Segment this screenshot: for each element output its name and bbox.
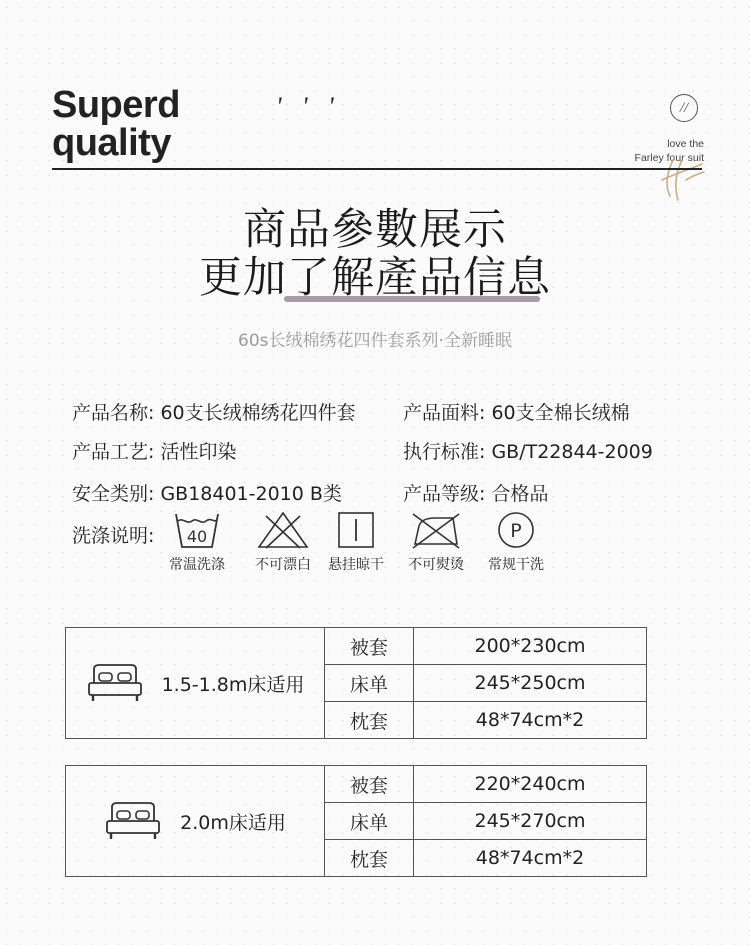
- spec-craft: 产品工艺: 活性印染: [72, 441, 237, 463]
- part-cell: 床单: [325, 665, 414, 702]
- tagline-line-2: Farley four suit: [634, 152, 704, 164]
- decorative-ticks: ' ' ': [276, 92, 341, 121]
- page-title-line-1: 商品參數展示: [243, 205, 507, 255]
- wash-item-normal: [157, 510, 237, 574]
- spec-standard: 执行标准: GB/T22844-2009: [403, 441, 653, 463]
- header-divider: [52, 168, 702, 170]
- hang-dry-icon: [336, 510, 376, 550]
- spec-safety: 安全类别: GB18401-2010 B类: [72, 483, 342, 505]
- wash-label-normal: 常温洗涤: [169, 557, 225, 573]
- wash-40-icon: [173, 510, 221, 550]
- spec-wash-label: 洗涤说明:: [72, 525, 155, 547]
- wash-label-dry-clean: 常规干洗: [488, 557, 544, 573]
- tagline-line-1: love the: [667, 138, 704, 150]
- wash-label-no-bleach: 不可漂白: [255, 557, 311, 573]
- size-table-2: [65, 765, 647, 877]
- brand-title: [52, 86, 180, 162]
- wash-item-no-iron: [396, 510, 476, 574]
- bed-size-label: 1.5-1.8m床适用: [161, 673, 305, 696]
- wash-label-hang-dry: 悬挂晾干: [328, 557, 384, 573]
- value-cell: 245*250cm: [414, 665, 647, 702]
- page-subtitle: 60s长绒棉绣花四件套系列·全新睡眠: [238, 331, 512, 351]
- wash-label-no-iron: 不可熨烫: [408, 557, 464, 573]
- value-cell: 220*240cm: [414, 766, 647, 803]
- wash-item-no-bleach: [243, 510, 323, 574]
- brand-logo-mark: //: [679, 99, 689, 116]
- wash-item-hang-dry: [316, 510, 396, 574]
- dry-clean-symbol: P: [510, 520, 522, 542]
- dry-clean-icon: [496, 510, 536, 550]
- page-title-line-2: 更加了解產品信息: [199, 253, 551, 303]
- brand-line-2: quality: [52, 122, 171, 164]
- value-cell: 48*74cm*2: [414, 840, 647, 877]
- brand-logo-icon: [670, 94, 698, 122]
- part-cell: 床单: [325, 803, 414, 840]
- spec-product-name: 产品名称: 60支长绒棉绣花四件套: [72, 402, 356, 424]
- part-cell: 被套: [325, 628, 414, 665]
- bed-size-cell: [66, 628, 325, 739]
- part-cell: 被套: [325, 766, 414, 803]
- brand-line-1: Superd: [52, 84, 180, 126]
- bed-icon: [104, 801, 162, 841]
- bed-size-cell: [66, 766, 325, 877]
- wash-item-dry-clean: [476, 510, 556, 574]
- spec-fabric: 产品面料: 60支全棉长绒棉: [403, 402, 630, 424]
- value-cell: 48*74cm*2: [414, 702, 647, 739]
- part-cell: 枕套: [325, 840, 414, 877]
- table-row: [66, 628, 647, 665]
- signature-icon: [652, 150, 712, 210]
- no-iron-icon: [409, 510, 463, 550]
- bed-icon: [86, 663, 144, 703]
- value-cell: 200*230cm: [414, 628, 647, 665]
- table-row: [66, 766, 647, 803]
- wash-40-symbol: 40: [186, 527, 208, 546]
- value-cell: 245*270cm: [414, 803, 647, 840]
- spec-grade: 产品等级: 合格品: [403, 483, 549, 505]
- no-bleach-icon: [256, 510, 310, 550]
- bed-size-label: 2.0m床适用: [180, 811, 286, 834]
- size-table-1: [65, 627, 647, 739]
- part-cell: 枕套: [325, 702, 414, 739]
